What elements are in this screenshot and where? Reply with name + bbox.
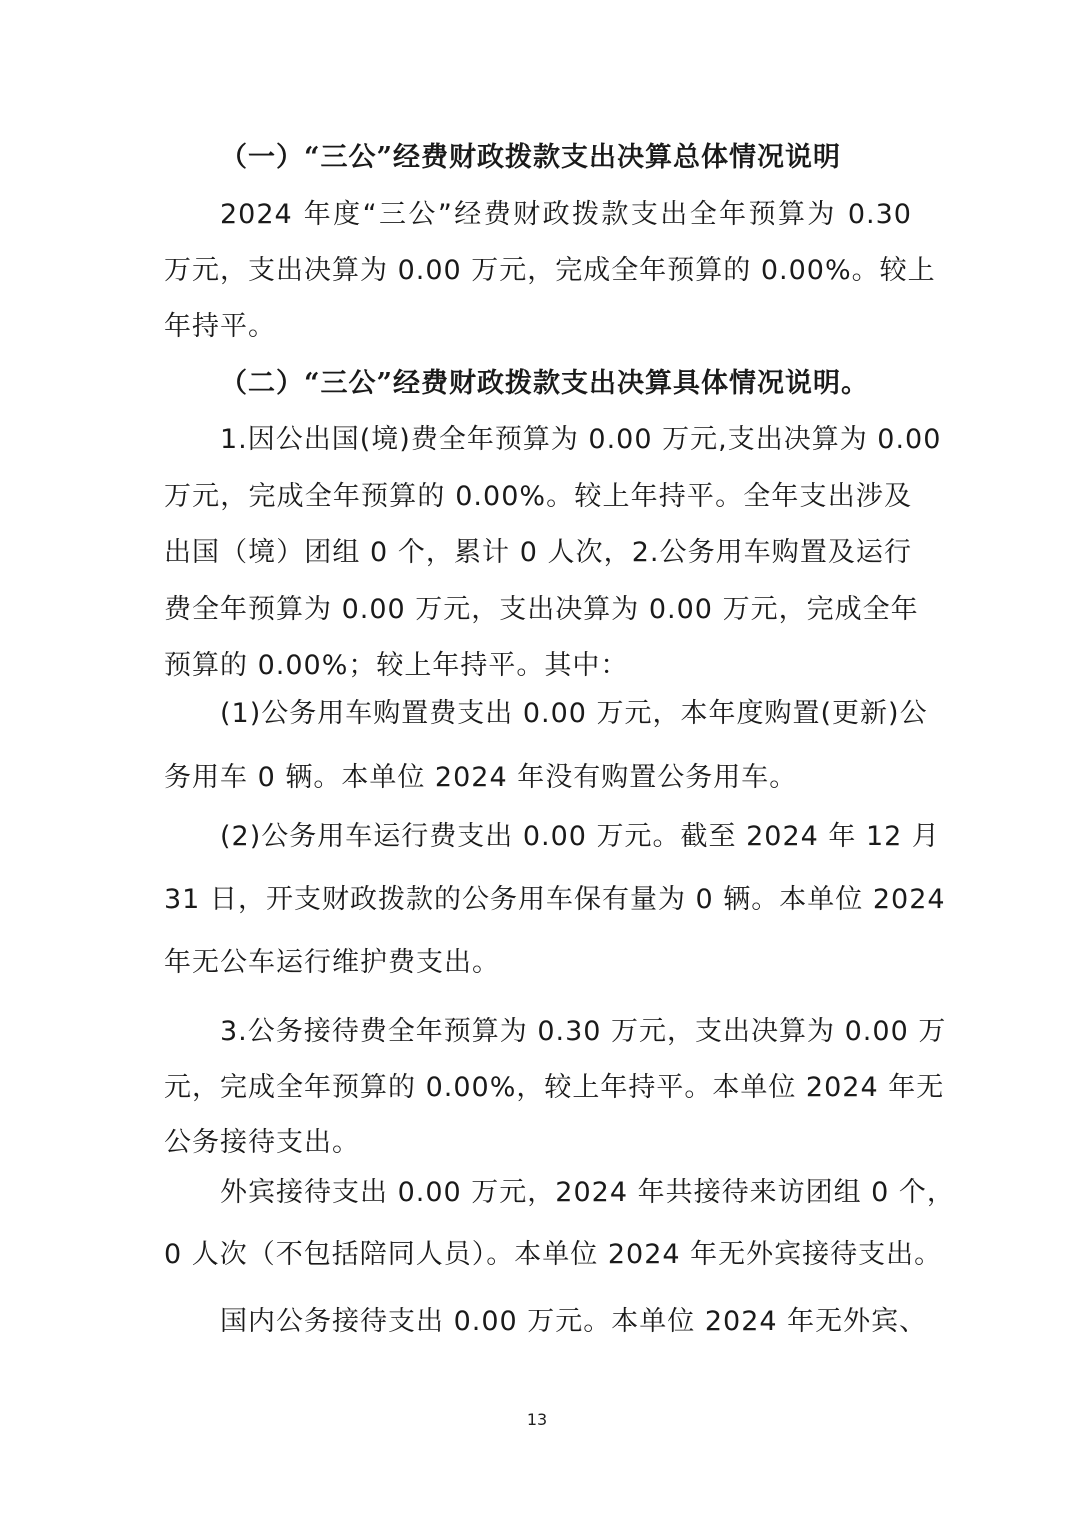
paragraph-line: 万元，支出决算为 0.00 万元，完成全年预算的 0.00%。较上	[164, 255, 936, 286]
paragraph-line: 2024 年度“三公”经费财政拨款支出全年预算为 0.30	[220, 199, 912, 230]
paragraph-line: 年无公车运行维护费支出。	[164, 947, 500, 978]
section-heading-2: （二）“三公”经费财政拨款支出决算具体情况说明。	[220, 368, 870, 399]
paragraph-line: 费全年预算为 0.00 万元，支出决算为 0.00 万元，完成全年	[164, 594, 919, 625]
paragraph-line: 31 日，开支财政拨款的公务用车保有量为 0 辆。本单位 2024	[164, 884, 946, 915]
paragraph-line: 万元，完成全年预算的 0.00%。较上年持平。全年支出涉及	[164, 481, 912, 512]
paragraph-line: 3.公务接待费全年预算为 0.30 万元，支出决算为 0.00 万	[220, 1016, 947, 1047]
paragraph-line: (1)公务用车购置费支出 0.00 万元，本年度购置(更新)公	[220, 698, 928, 729]
paragraph-line: 预算的 0.00%；较上年持平。其中：	[164, 650, 629, 681]
paragraph-line: 年持平。	[164, 311, 276, 342]
paragraph-line: 国内公务接待支出 0.00 万元。本单位 2024 年无外宾、	[220, 1306, 928, 1337]
paragraph-line: 0 人次（不包括陪同人员）。本单位 2024 年无外宾接待支出。	[164, 1239, 943, 1270]
paragraph-line: 出国（境）团组 0 个，累计 0 人次，2.公务用车购置及运行	[164, 537, 912, 568]
paragraph-line: 元，完成全年预算的 0.00%，较上年持平。本单位 2024 年无	[164, 1072, 945, 1103]
paragraph-line: 外宾接待支出 0.00 万元，2024 年共接待来访团组 0 个，	[220, 1177, 955, 1208]
page-number: 13	[526, 1410, 548, 1429]
paragraph-line: 公务接待支出。	[164, 1127, 360, 1158]
section-heading-1: （一）“三公”经费财政拨款支出决算总体情况说明	[220, 142, 842, 173]
paragraph-line: (2)公务用车运行费支出 0.00 万元。截至 2024 年 12 月	[220, 821, 940, 852]
paragraph-line: 1.因公出国(境)费全年预算为 0.00 万元,支出决算为 0.00	[220, 424, 942, 455]
paragraph-line: 务用车 0 辆。本单位 2024 年没有购置公务用车。	[164, 762, 798, 793]
